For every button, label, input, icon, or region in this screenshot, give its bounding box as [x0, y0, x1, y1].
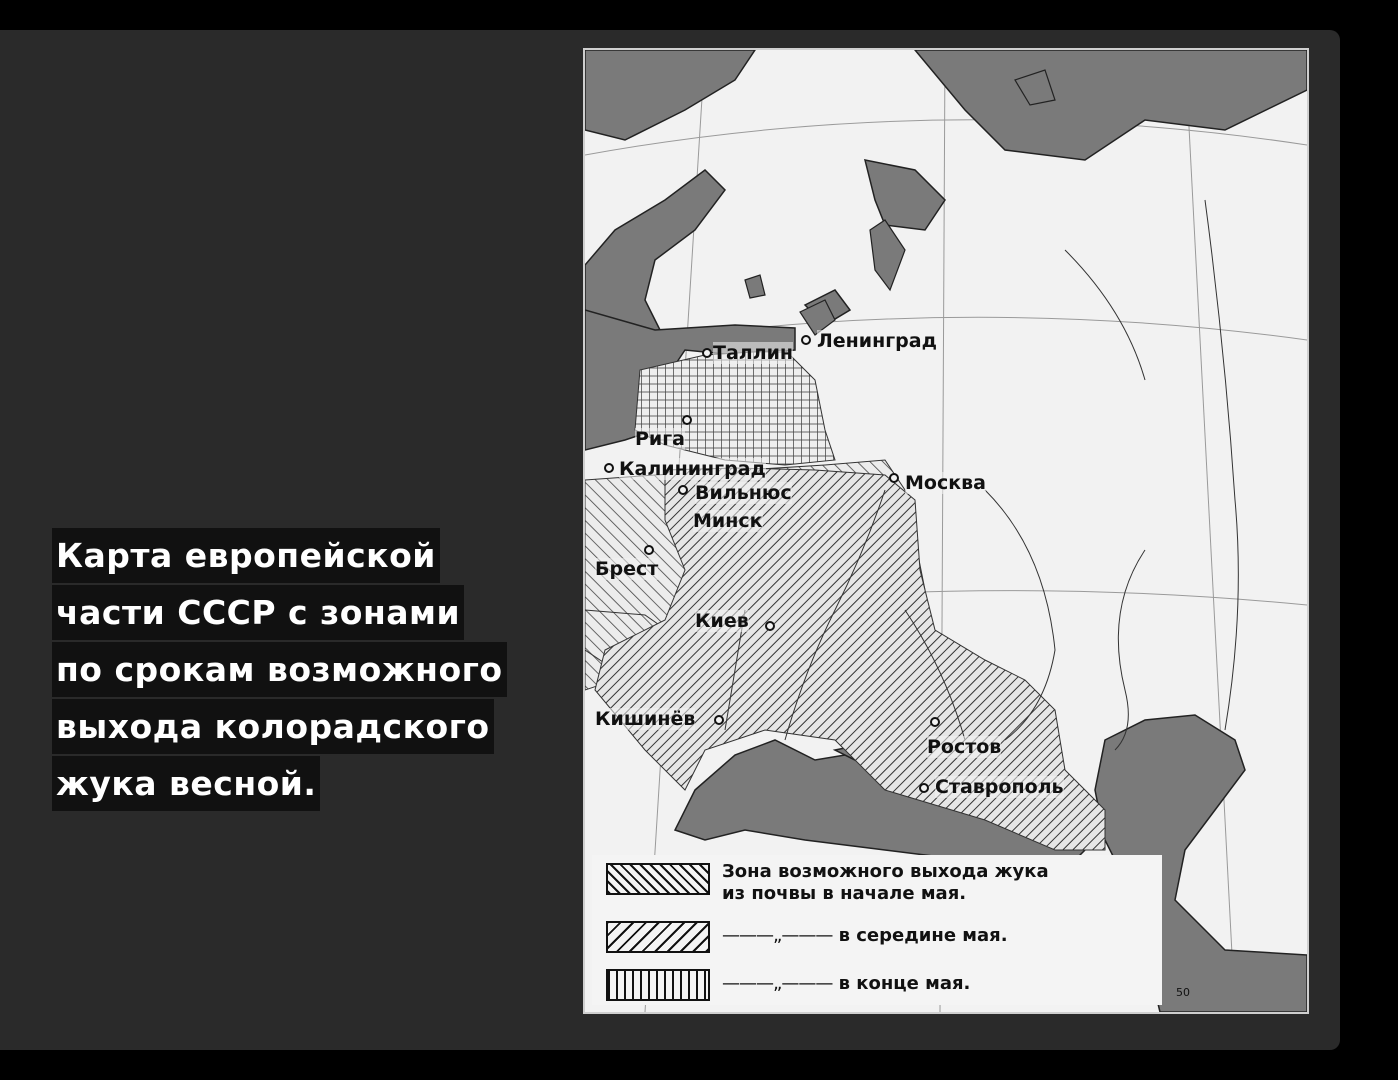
marker-brest — [645, 546, 653, 554]
city-label-kiev: Киев — [695, 610, 749, 632]
marker-leningrad — [802, 336, 810, 344]
marker-kishinev — [715, 716, 723, 724]
legend-row-mid-may — [606, 919, 1156, 959]
marker-vilnius — [679, 486, 687, 494]
scale-number: 50 — [1176, 986, 1190, 999]
city-label-rostov: Ростов — [927, 736, 1002, 758]
city-label-stavropol: Ставрополь — [935, 776, 1064, 798]
city-label-brest: Брест — [595, 558, 659, 580]
swatch-early-may — [606, 863, 710, 895]
city-label-minsk: Минск — [693, 510, 763, 532]
city-label-riga: Рига — [635, 428, 685, 450]
city-label-moscow: Москва — [905, 472, 986, 494]
marker-kaliningrad — [605, 464, 613, 472]
city-label-tallin: Таллин — [713, 342, 794, 364]
legend-late-label: в конце мая. — [838, 973, 971, 994]
city-label-leningrad: Ленинград — [817, 330, 937, 352]
caption-line-4: выхода колорадского — [52, 699, 494, 754]
marker-tallin — [703, 349, 711, 357]
legend-row-late-may — [606, 967, 1156, 1007]
legend-mid-label: в середине мая. — [838, 925, 1008, 946]
marker-rostov — [931, 718, 939, 726]
city-label-vilnius: Вильнюс — [695, 482, 792, 504]
legend-early-line-2: из почвы в начале мая. — [722, 883, 967, 904]
marker-kiev — [766, 622, 774, 630]
swatch-mid-may — [606, 921, 710, 953]
caption-line-3: по срокам возможного — [52, 642, 507, 697]
caption-line-5: жука весной. — [52, 756, 320, 811]
slide-caption — [52, 528, 572, 813]
marker-riga — [683, 416, 691, 424]
legend-late-dash: ———„——— — [722, 973, 833, 994]
city-label-kaliningrad: Калининград — [619, 458, 766, 480]
swatch-late-may — [606, 969, 710, 1001]
marker-moscow — [890, 474, 898, 482]
city-label-kishinev: Кишинёв — [595, 708, 696, 730]
caption-line-2: части СССР с зонами — [52, 585, 464, 640]
caption-line-1: Карта европейской — [52, 528, 440, 583]
map-legend — [592, 855, 1162, 1005]
marker-stavropol — [920, 784, 928, 792]
legend-early-line-1: Зона возможного выхода жука — [722, 861, 1049, 882]
legend-row-early-may — [606, 861, 1156, 904]
legend-mid-dash: ———„——— — [722, 925, 833, 946]
